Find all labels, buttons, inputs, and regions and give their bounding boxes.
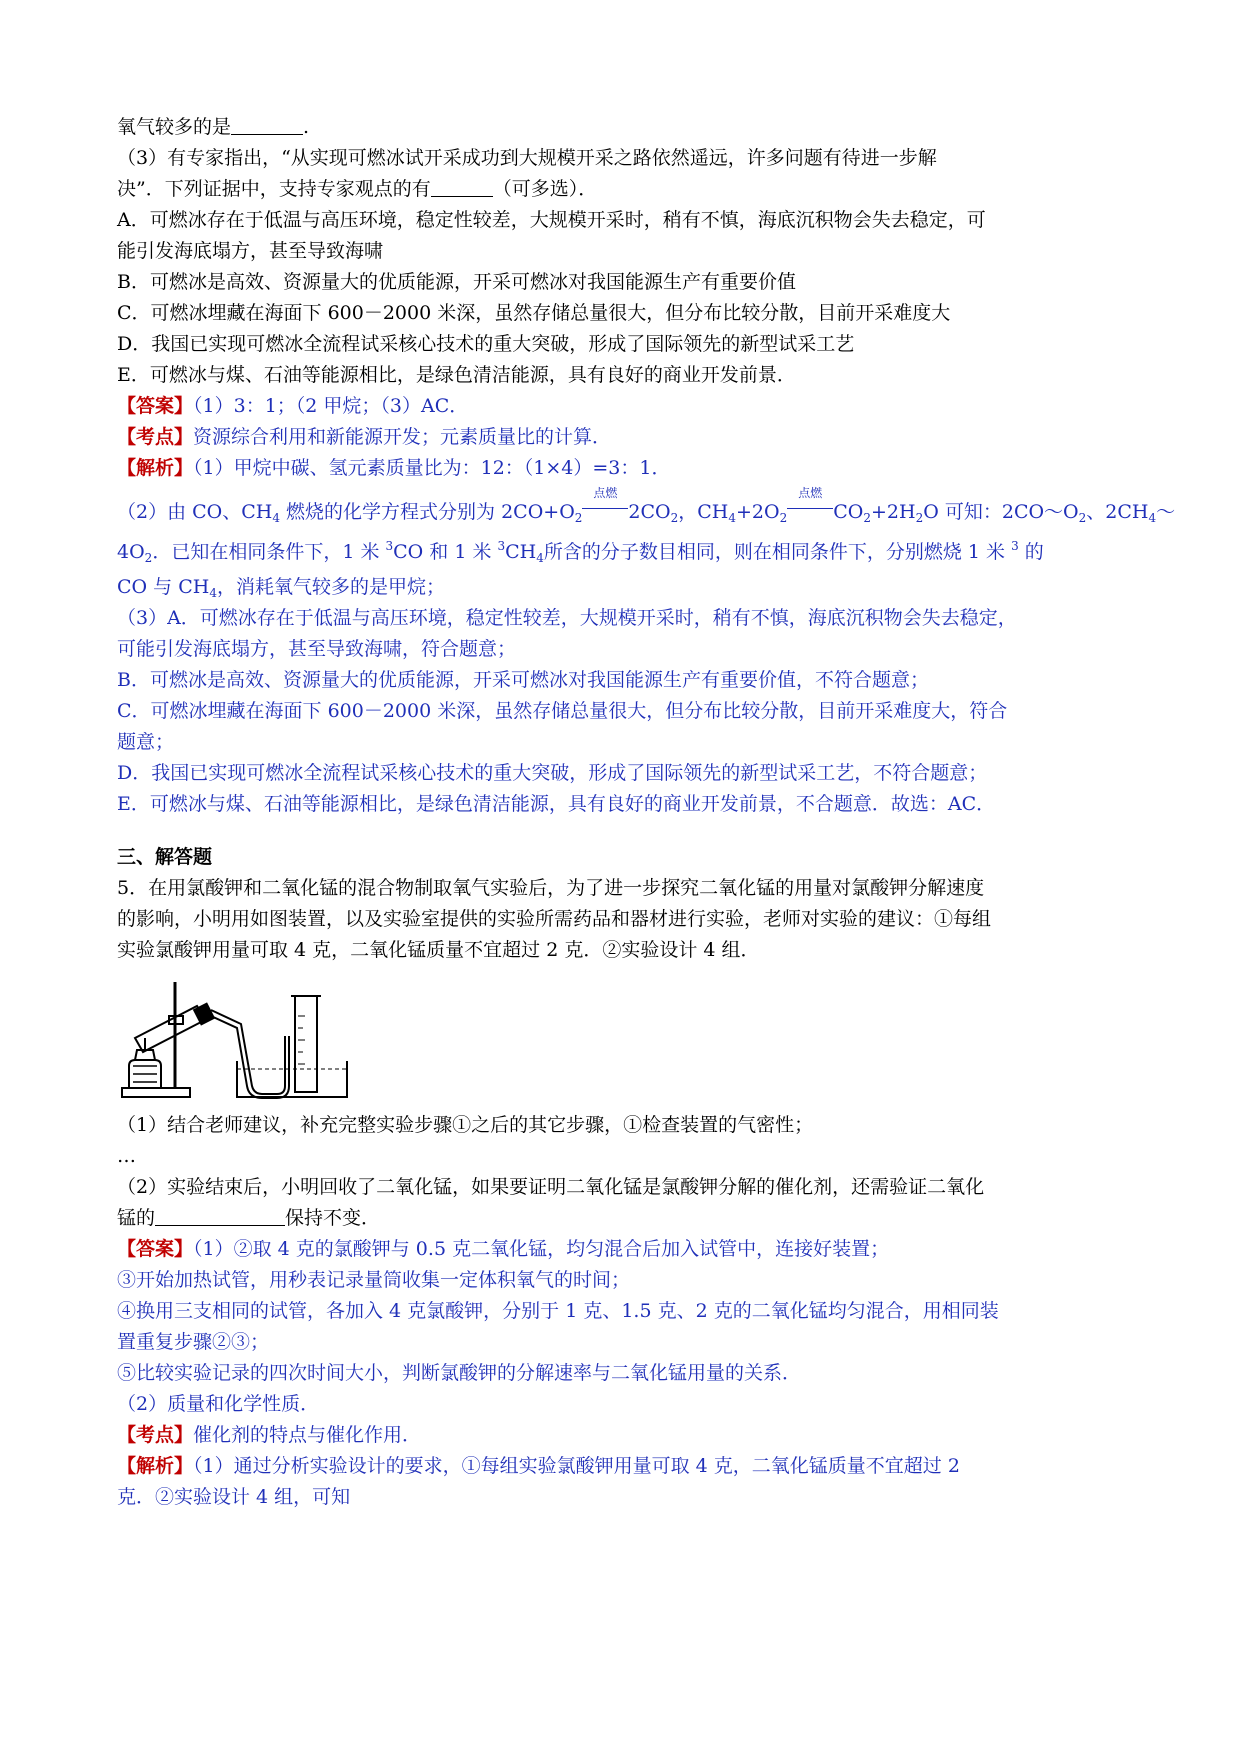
q5-part1: （1）结合老师建议，补充完整实验步骤①之后的其它步骤，①检查装置的气密性； <box>117 1114 814 1136</box>
analysis-d: D．我国已实现可燃冰全流程试采核心技术的重大突破，形成了国际领先的新型试采工艺，不符合题意； <box>117 762 988 784</box>
topic-line: 【考点】资源综合利用和新能源开发；元素质量比的计算． <box>117 426 612 448</box>
delivery-tube <box>211 1010 285 1094</box>
analysis-line3: $4O_2$．已知在相同条件下，1 米 $^3$CO 和 1 米 $^3CH_4$所含的分子数目相同，则在相同条件下，分别燃烧 1 米 $^3$ 的 <box>117 539 1044 565</box>
option-e: E．可燃冰与煤、石油等能源相比，是绿色清洁能源，具有良好的商业开发前景． <box>117 364 796 386</box>
reaction-arrow: 点燃 <box>787 502 833 516</box>
answer-blank <box>431 176 493 197</box>
q4-part3-line1: （3）有专家指出，“从实现可燃冰试开采成功到大规模开采之路依然遥远，许多问题有待进一步解 <box>117 147 937 169</box>
analysis-e: E．可燃冰与煤、石油等能源相比，是绿色清洁能源，具有良好的商业开发前景，不合题意．故选：AC． <box>117 793 996 815</box>
answer-blank <box>155 1205 285 1226</box>
document-page <box>117 112 1176 1513</box>
option-a-line1: A．可燃冰存在于低温与高压环境，稳定性较差，大规模开采时，稍有不慎，海底沉积物会失去稳定，可 <box>117 209 986 231</box>
analysis-line4: CO 与 $CH_4$，消耗氧气较多的是甲烷； <box>117 576 445 600</box>
analysis-a-line2: 可能引发海底塌方，甚至导致海啸，符合题意； <box>117 638 517 660</box>
q5-line2: 的影响，小明用如图装置，以及实验室提供的实验所需药品和器材进行实验，老师对实验的建议：①每组 <box>117 908 992 930</box>
section-heading: 三、解答题 <box>117 846 213 868</box>
analysis-c-line2: 题意； <box>117 731 175 753</box>
option-a-line2: 能引发海底塌方，甚至导致海啸 <box>117 240 384 262</box>
reaction-arrow: 点燃 <box>582 502 628 516</box>
q5-analysis-line2: 克．②实验设计 4 组，可知 <box>117 1486 351 1508</box>
q5-line1: 5．在用氯酸钾和二氧化锰的混合物制取氧气实验后，为了进一步探究二氧化锰的用量对氯酸钾分解速度 <box>117 877 985 899</box>
q5-part2-line2: 锰的 保持不变． <box>117 1207 381 1229</box>
option-b: B．可燃冰是高效、资源量大的优质能源，开采可燃冰对我国能源生产有重要价值 <box>117 271 796 293</box>
analysis-b: B．可燃冰是高效、资源量大的优质能源，开采可燃冰对我国能源生产有重要价值，不符合题意； <box>117 669 929 691</box>
q5-answer-line1: 【答案】（1）②取 4 克的氯酸钾与 0.5 克二氧化锰，均匀混合后加入试管中，连接好装置； <box>117 1238 890 1260</box>
q5-part2-line1: （2）实验结束后，小明回收了二氧化锰，如果要证明二氧化锰是氯酸钾分解的催化剂，还需验证二氧化 <box>117 1176 985 1198</box>
q5-topic-line: 【考点】催化剂的特点与催化作用． <box>117 1424 422 1446</box>
analysis-c-line1: C．可燃冰埋藏在海面下 600－2000 米深，虽然存储总量很大，但分布比较分散，目前开采难度大，符合 <box>117 700 1008 722</box>
answer-line: 【答案】（1）3：1；（2 甲烷；（3）AC． <box>117 395 469 417</box>
option-d: D．我国已实现可燃冰全流程试采核心技术的重大突破，形成了国际领先的新型试采工艺 <box>117 333 855 355</box>
q5-answer-line4: 置重复步骤②③； <box>117 1331 270 1353</box>
q5-answer-line5: ⑤比较实验记录的四次时间大小，判断氯酸钾的分解速率与二氧化锰用量的关系． <box>117 1362 802 1384</box>
water-trough <box>237 1061 347 1097</box>
apparatus-diagram <box>117 976 352 1101</box>
q4-part3-line2: 决”．下列证据中，支持专家观点的有 （可多选）． <box>117 178 598 200</box>
q5-answer-line2: ③开始加热试管，用秒表记录量筒收集一定体积氧气的时间； <box>117 1269 631 1291</box>
q5-answer-line6: （2）质量和化学性质． <box>117 1393 320 1415</box>
stand-base <box>122 1088 190 1097</box>
q5-ellipsis: … <box>117 1145 136 1167</box>
answer-blank <box>231 114 303 135</box>
equation-line: （2）由 CO、$CH_4$ 燃烧的化学方程式分别为 $2CO+O_2$ 点燃 $2CO_2$，$CH_4+2O_2$ 点燃 $CO_2+2H_2O$ 可知：$2CO\sim O_2$、$2CH_4\sim$ <box>117 486 1176 525</box>
option-c: C．可燃冰埋藏在海面下 600－2000 米深，虽然存储总量很大，但分布比较分散，目前开采难度大 <box>117 302 951 324</box>
q5-answer-line3: ④换用三支相同的试管，各加入 4 克氯酸钾，分别于 1 克、1.5 克、2 克的二氧化锰均匀混合，用相同装 <box>117 1300 999 1322</box>
q5-analysis-line1: 【解析】（1）通过分析实验设计的要求，①每组实验氯酸钾用量可取 4 克，二氧化锰质量不宜超过 2 <box>117 1455 960 1477</box>
graduated-cylinder <box>295 996 317 1092</box>
analysis-line1: 【解析】（1）甲烷中碳、氢元素质量比为：12：（1×4）=3：1． <box>117 457 671 479</box>
analysis-a-line1: （3）A．可燃冰存在于低温与高压环境，稳定性较差，大规模开采时，稍有不慎，海底沉积物会失去稳定， <box>117 607 1017 629</box>
q5-line3: 实验氯酸钾用量可取 4 克，二氧化锰质量不宜超过 2 克．②实验设计 4 组． <box>117 939 760 961</box>
q4-part2-tail: 氧气较多的是 . <box>117 116 310 138</box>
